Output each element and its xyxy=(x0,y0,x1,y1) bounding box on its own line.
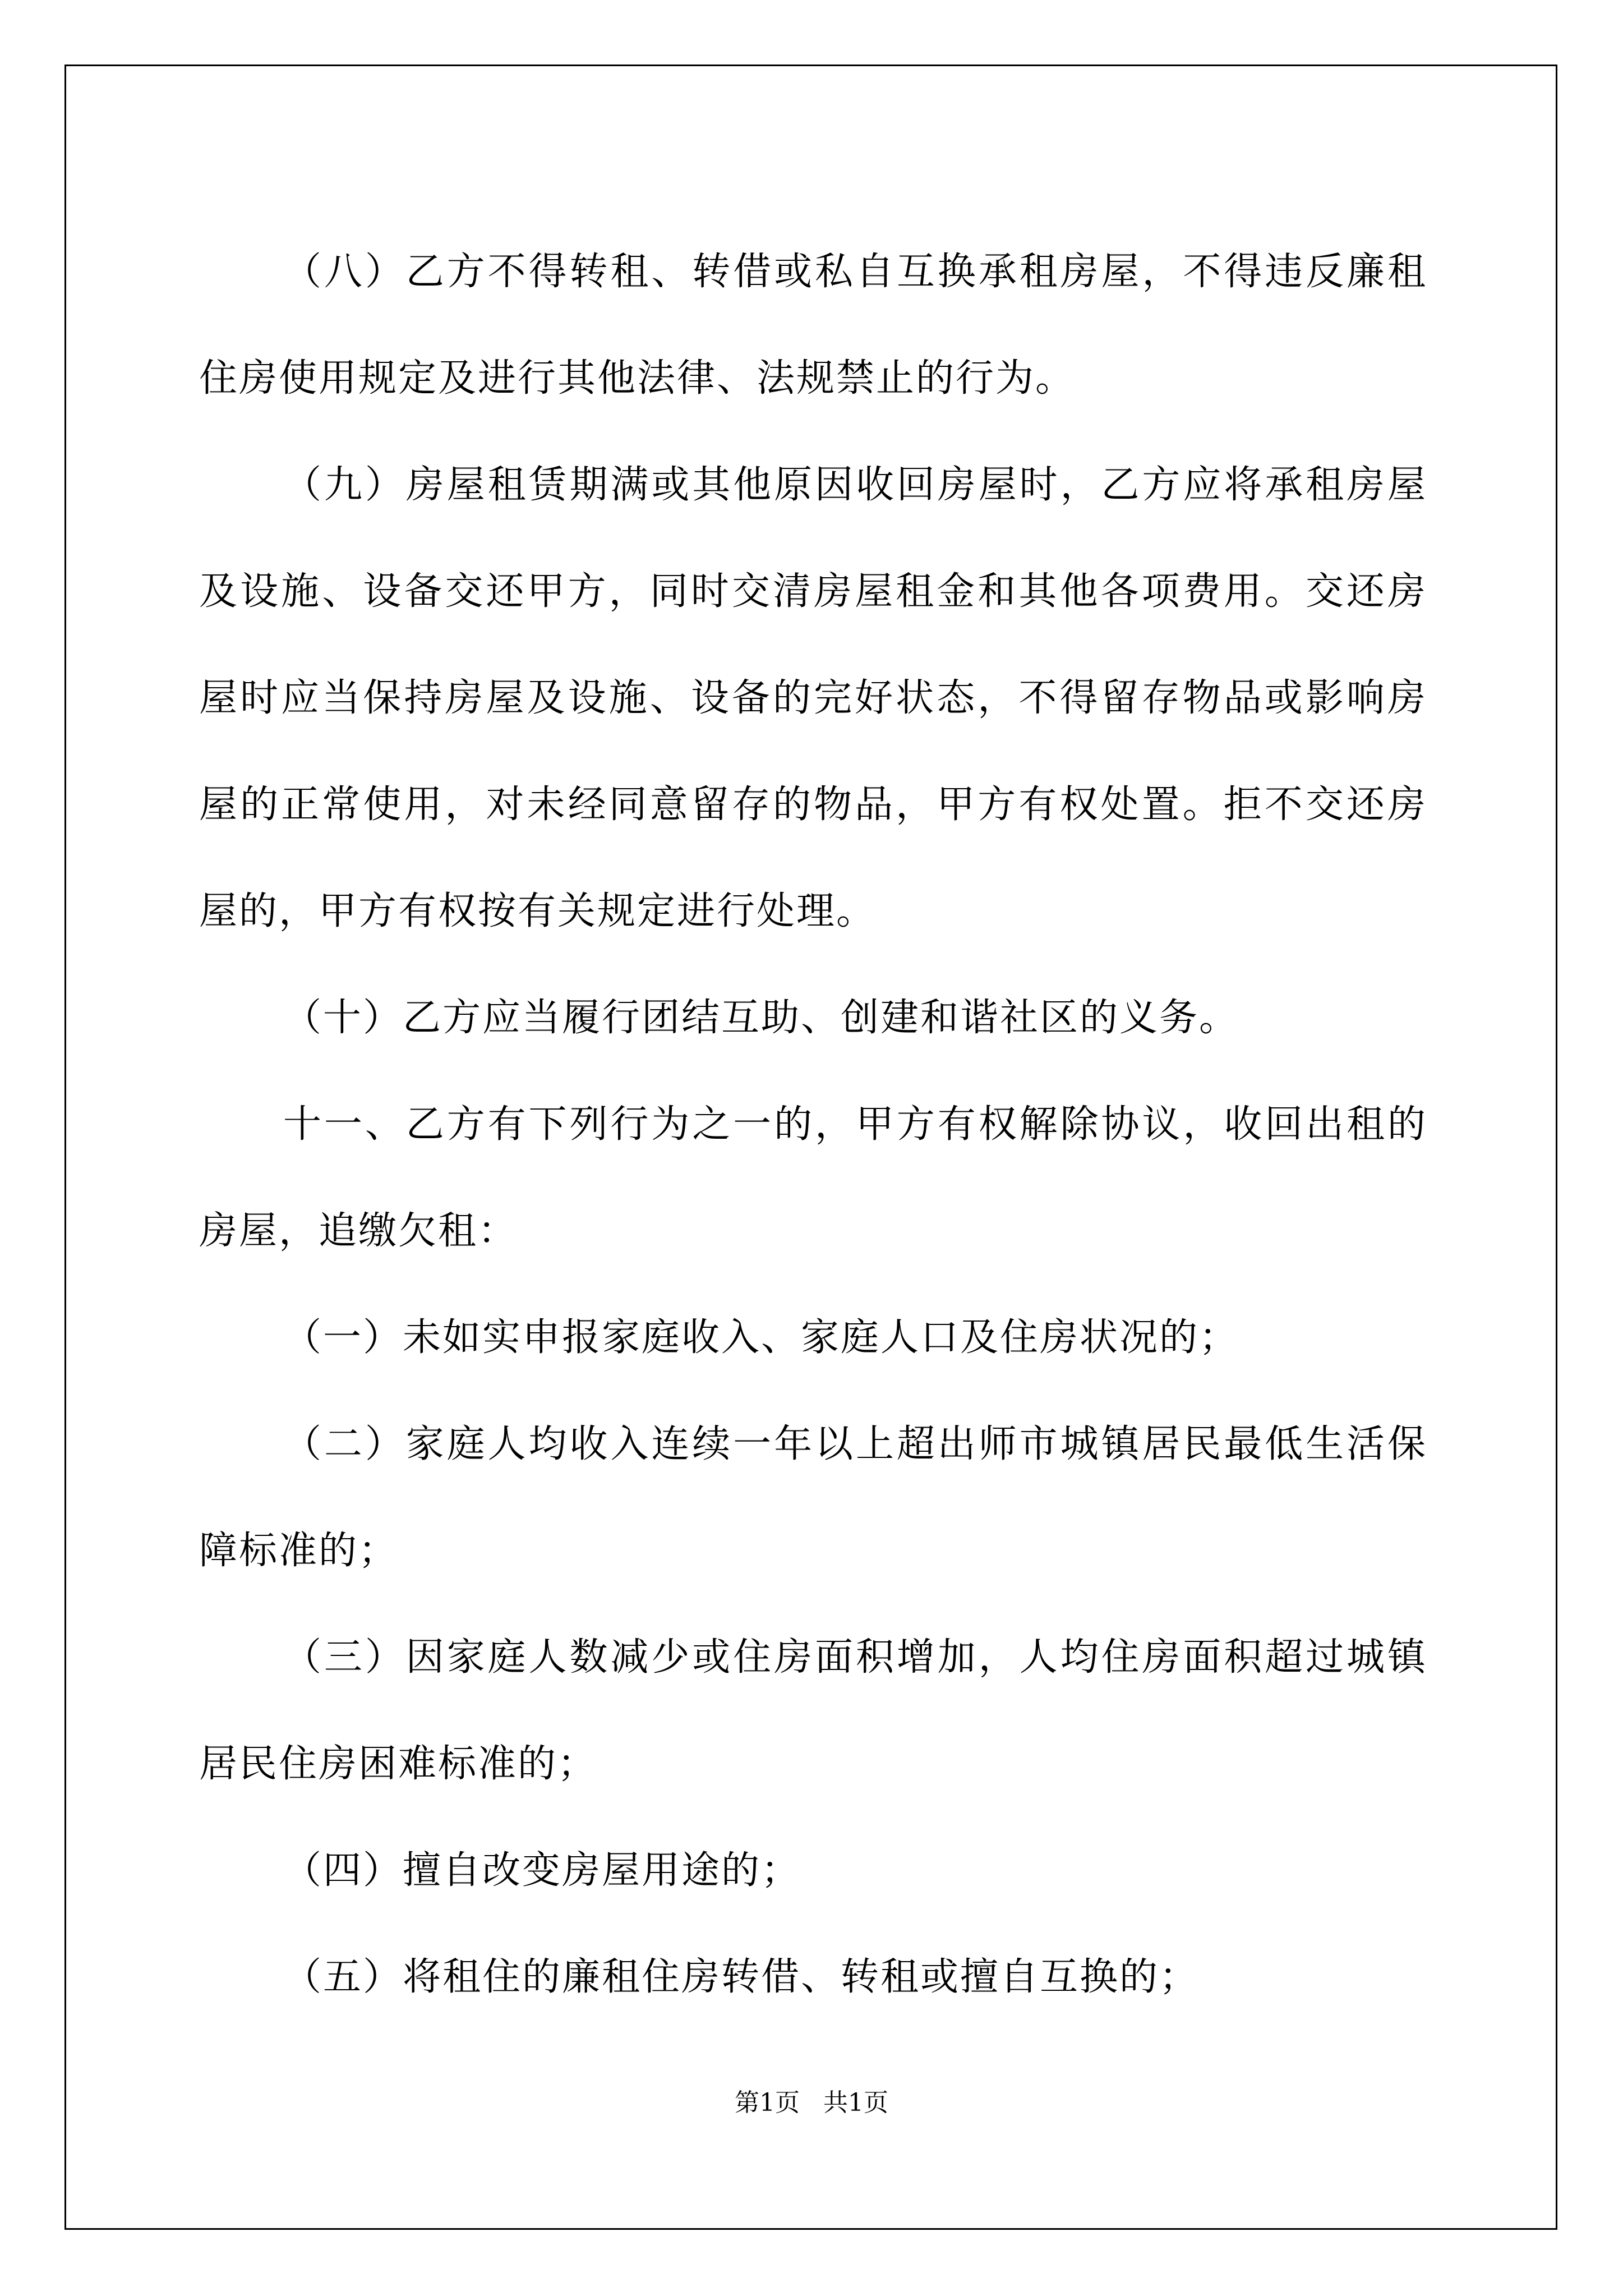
paragraph-8: （八）乙方不得转租、转借或私自互换承租房屋，不得违反廉租住房使用规定及进行其他法律、法规禁止的行为。 xyxy=(199,250,1427,401)
clause-11-heading: 十一、乙方有下列行为之一的，甲方有权解除协议，收回出租的房屋，追缴欠租： xyxy=(199,1102,1427,1253)
clause-11-item-2: （二）家庭人均收入连续一年以上超出师市城镇居民最低生活保障标准的； xyxy=(199,1422,1427,1573)
clause-11-item-1: （一）未如实申报家庭收入、家庭人口及住房状况的； xyxy=(283,1315,1239,1360)
clause-11-item-5: （五）将租住的廉租住房转借、转租或擅自互换的； xyxy=(283,1955,1200,1999)
document-body xyxy=(199,219,1427,2031)
clause-11-item-4: （四）擅自改变房屋用途的； xyxy=(283,1848,801,1893)
paragraph-9: （九）房屋租赁期满或其他原因收回房屋时，乙方应将承租房屋及设施、设备交还甲方，同时交清房屋租金和其他各项费用。交还房屋时应当保持房屋及设施、设备的完好状态，不得留存物品或影响房屋的正常使用，对未经同意留存的物品，甲方有权处置。拒不交还房屋的，甲方有权按有关规定进行处理。 xyxy=(199,463,1427,933)
clause-11-item-3: （三）因家庭人数减少或住房面积增加，人均住房面积超过城镇居民住房困难标准的； xyxy=(199,1635,1427,1786)
page-number-footer: 第1页 共1页 xyxy=(735,2088,888,2117)
paragraph-10: （十）乙方应当履行团结互助、创建和谐社区的义务。 xyxy=(283,996,1239,1040)
